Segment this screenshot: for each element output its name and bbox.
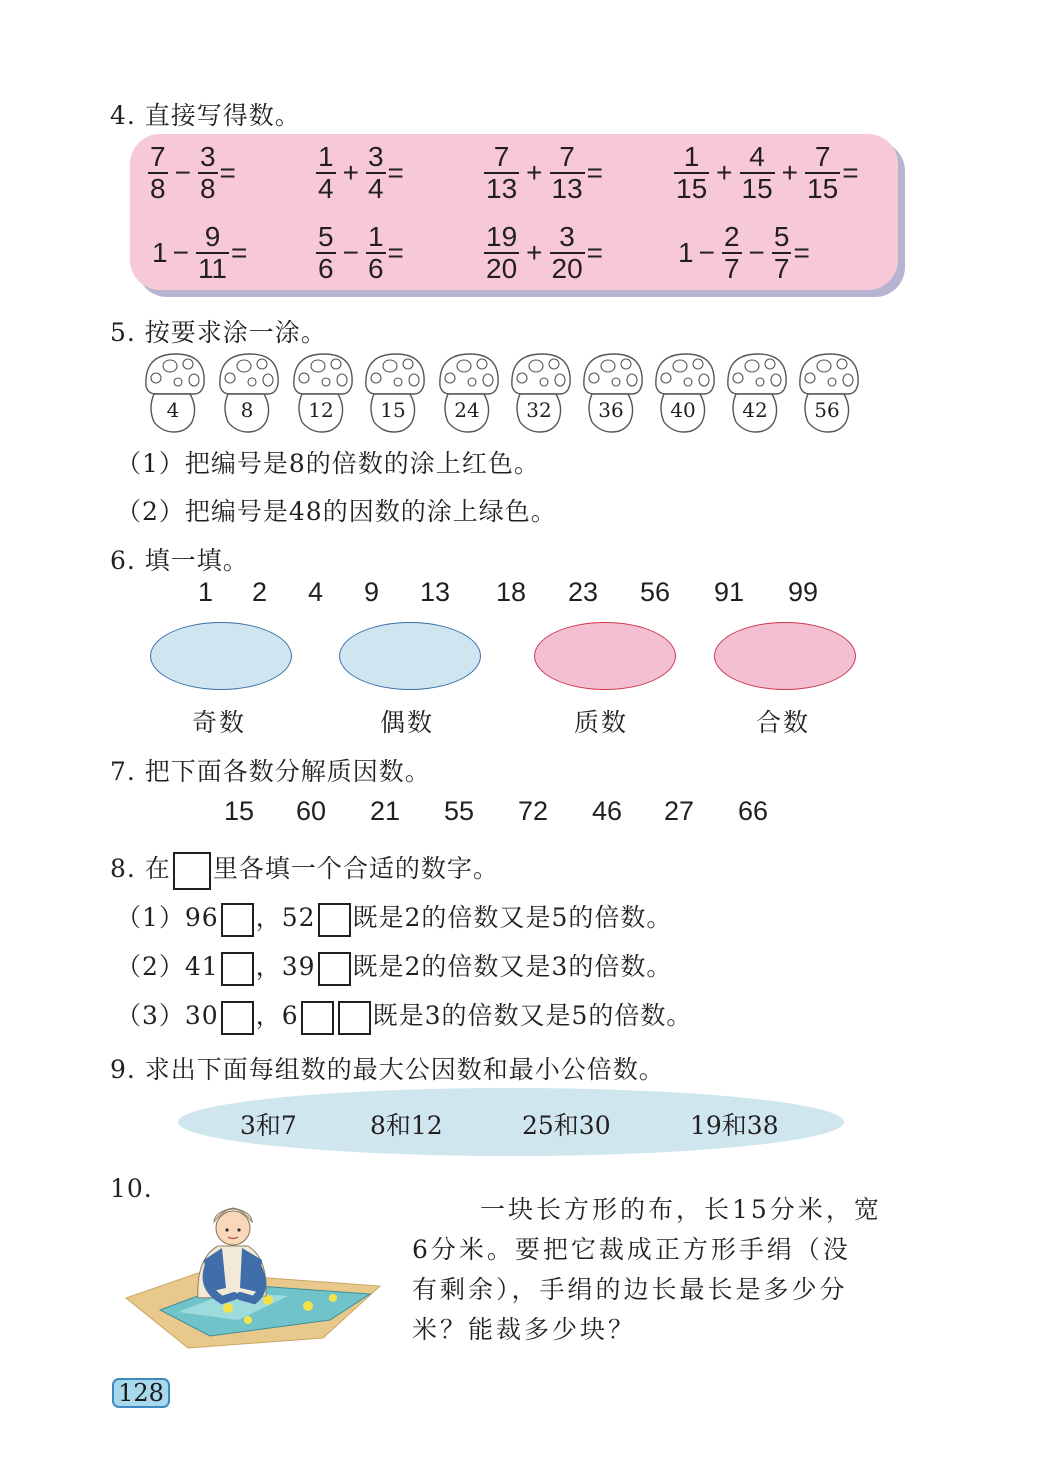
text-line: 米？能裁多少块？ (412, 1315, 637, 1344)
mushroom-number: 15 (380, 398, 406, 422)
equals-sign: = (586, 157, 604, 188)
mushroom-number: 32 (526, 398, 552, 422)
number-9: 9 (364, 577, 380, 607)
prime-number-oval[interactable] (534, 622, 676, 690)
problem-10-number: 10. (110, 1174, 153, 1203)
numerator: 1 (318, 141, 334, 172)
answer-box[interactable] (221, 1001, 254, 1035)
composite-number-oval[interactable] (714, 622, 856, 690)
denominator: 7 (723, 253, 740, 284)
operator: + (716, 157, 733, 188)
answer-box[interactable] (221, 952, 254, 986)
numerator: 7 (493, 141, 510, 172)
mushroom-4[interactable] (142, 350, 208, 434)
denominator: 15 (741, 173, 773, 204)
tailor-cutting-cloth-illustration (118, 1188, 388, 1358)
denominator: 20 (486, 253, 518, 284)
numerator: 4 (749, 141, 765, 172)
number-91: 91 (714, 577, 745, 607)
numerator: 7 (150, 141, 166, 172)
denominator: 13 (551, 173, 583, 204)
question-label: （3）30 (116, 1001, 219, 1030)
answer-box[interactable] (221, 903, 254, 937)
operator: − (342, 237, 359, 268)
number-46: 46 (592, 796, 623, 826)
equals-sign: = (387, 157, 404, 188)
even-number-oval[interactable] (339, 622, 481, 690)
number-pair: 25和30 (522, 1111, 611, 1140)
odd-number-label: 奇数 (192, 708, 247, 737)
mushroom-8[interactable] (216, 350, 282, 434)
numerator: 3 (199, 141, 216, 172)
mushroom-number: 24 (454, 398, 480, 422)
expr-5-6-minus-1-6 (314, 222, 404, 284)
number-1: 1 (198, 577, 214, 607)
mushroom-40[interactable] (652, 350, 718, 434)
condition-text: 既是2的倍数又是3的倍数。 (352, 952, 673, 981)
number-60: 60 (296, 796, 327, 826)
question-label: （2）41 (116, 952, 219, 981)
example-blank-box (173, 852, 211, 890)
number-55: 55 (444, 796, 475, 826)
number-21: 21 (370, 796, 401, 826)
numerator: 7 (559, 141, 575, 172)
operator: − (698, 237, 715, 268)
second-number: ，6 (255, 1001, 299, 1030)
answer-box[interactable] (338, 1001, 371, 1035)
second-number: ，39 (255, 952, 316, 981)
numerator: 5 (318, 221, 334, 252)
mushroom-42[interactable] (724, 350, 790, 434)
prime-number-label: 质数 (574, 708, 629, 737)
number-2: 2 (252, 577, 268, 607)
denominator: 15 (676, 173, 708, 204)
expr-1-4-plus-3-4 (314, 142, 404, 204)
denominator: 7 (773, 253, 790, 284)
condition-text: 既是2的倍数又是5的倍数。 (352, 903, 673, 932)
title-suffix: 里各填一个合适的数字。 (212, 854, 499, 883)
composite-number-label: 合数 (756, 708, 811, 737)
denominator: 6 (367, 253, 384, 284)
number-pair: 19和38 (690, 1111, 779, 1140)
number-23: 23 (568, 577, 599, 607)
denominator: 11 (197, 253, 228, 284)
numerator: 3 (559, 221, 575, 252)
problem-9-title: 9. 求出下面每组数的最大公因数和最小公倍数。 (110, 1055, 665, 1084)
denominator: 8 (199, 173, 216, 204)
text-line: 6分米。要把它裁成正方形手绢（没 (412, 1235, 851, 1264)
mushroom-number: 4 (166, 398, 180, 422)
denominator: 20 (551, 253, 583, 284)
problem-6-title: 6. 填一填。 (110, 546, 249, 575)
operator: − (174, 157, 191, 188)
mushroom-24[interactable] (436, 350, 502, 434)
mushroom-number: 8 (240, 398, 254, 422)
number-15: 15 (224, 796, 255, 826)
mushroom-number: 56 (814, 398, 840, 422)
expr-19-20-plus-3-20 (482, 222, 603, 284)
even-number-label: 偶数 (380, 708, 435, 737)
equals-sign: = (219, 157, 236, 188)
problem-5-question-1: （1）把编号是8的倍数的涂上红色。 (116, 449, 540, 478)
page-number: 128 (112, 1378, 170, 1408)
condition-text: 既是3的倍数又是5的倍数。 (372, 1001, 693, 1030)
problem-4-title: 4. 直接写得数。 (110, 101, 301, 130)
mushroom-number: 40 (670, 398, 696, 422)
text-line: 有剩余），手绢的边长最长是多少分 (412, 1275, 848, 1304)
number-72: 72 (518, 796, 549, 826)
operator: + (781, 157, 799, 188)
numerator: 1 (367, 221, 384, 252)
equals-sign: = (842, 157, 859, 188)
expr-1-minus-2-7-minus-5-7 (678, 222, 810, 284)
problem-8-question-3 (116, 996, 692, 1035)
number-pair: 8和12 (370, 1111, 443, 1140)
problem-8-question-2 (116, 947, 672, 986)
denominator: 13 (486, 173, 518, 204)
operator: + (526, 157, 543, 188)
denominator: 6 (318, 253, 334, 284)
expr-1-15-plus-4-15-plus-7-15 (672, 142, 859, 204)
operator: + (342, 157, 359, 188)
problem-10-text (412, 1190, 902, 1350)
whole-number: 1 (678, 237, 694, 268)
equals-sign: = (793, 237, 810, 268)
numerator: 3 (367, 141, 384, 172)
numerator: 1 (683, 141, 700, 172)
equals-sign: = (586, 237, 604, 268)
expr-1-minus-9-11 (152, 222, 247, 284)
mushroom-32[interactable] (508, 350, 574, 434)
number-pair: 3和7 (240, 1111, 297, 1140)
operator: + (526, 237, 543, 268)
number-18: 18 (496, 577, 527, 607)
mushroom-number: 42 (742, 398, 768, 422)
mushroom-15[interactable] (362, 350, 428, 434)
problem-8-title (110, 849, 499, 890)
number-56: 56 (640, 577, 671, 607)
mushroom-number: 36 (598, 398, 624, 422)
expr-7-13-plus-7-13 (482, 142, 603, 204)
problem-5-title: 5. 按要求涂一涂。 (110, 318, 327, 347)
numerator: 7 (814, 141, 831, 172)
expr-7-8-minus-3-8 (146, 142, 236, 204)
numerator: 2 (723, 221, 740, 252)
number-13: 13 (420, 577, 451, 607)
number-99: 99 (788, 577, 819, 607)
number-4: 4 (308, 577, 324, 607)
second-number: ，52 (255, 903, 316, 932)
number-66: 66 (738, 796, 769, 826)
mushroom-36[interactable] (580, 350, 646, 434)
denominator: 8 (150, 173, 166, 204)
denominator: 4 (318, 173, 334, 204)
number-27: 27 (664, 796, 695, 826)
equals-sign: = (231, 237, 248, 268)
numerator: 5 (773, 221, 790, 252)
problem-8-question-1 (116, 898, 672, 937)
question-label: （1）96 (116, 903, 219, 932)
problem-5-question-2: （2）把编号是48的因数的涂上绿色。 (116, 497, 557, 526)
numerator: 9 (204, 221, 221, 252)
operator: − (748, 237, 765, 268)
denominator: 4 (367, 173, 384, 204)
title-prefix: 8. 在 (110, 854, 171, 883)
problem-7-title: 7. 把下面各数分解质因数。 (110, 757, 431, 786)
answer-box[interactable] (318, 952, 351, 986)
mushroom-12[interactable] (290, 350, 356, 434)
text-line: 一块长方形的布，长15分米，宽 (480, 1195, 882, 1224)
equals-sign: = (387, 237, 404, 268)
whole-number: 1 (152, 237, 168, 268)
mushroom-number: 12 (308, 398, 334, 422)
operator: − (172, 237, 189, 268)
answer-box[interactable] (301, 1001, 334, 1035)
odd-number-oval[interactable] (150, 622, 292, 690)
numerator: 19 (486, 221, 518, 252)
denominator: 15 (807, 173, 839, 204)
answer-box[interactable] (318, 903, 351, 937)
mushroom-56[interactable] (796, 350, 862, 434)
